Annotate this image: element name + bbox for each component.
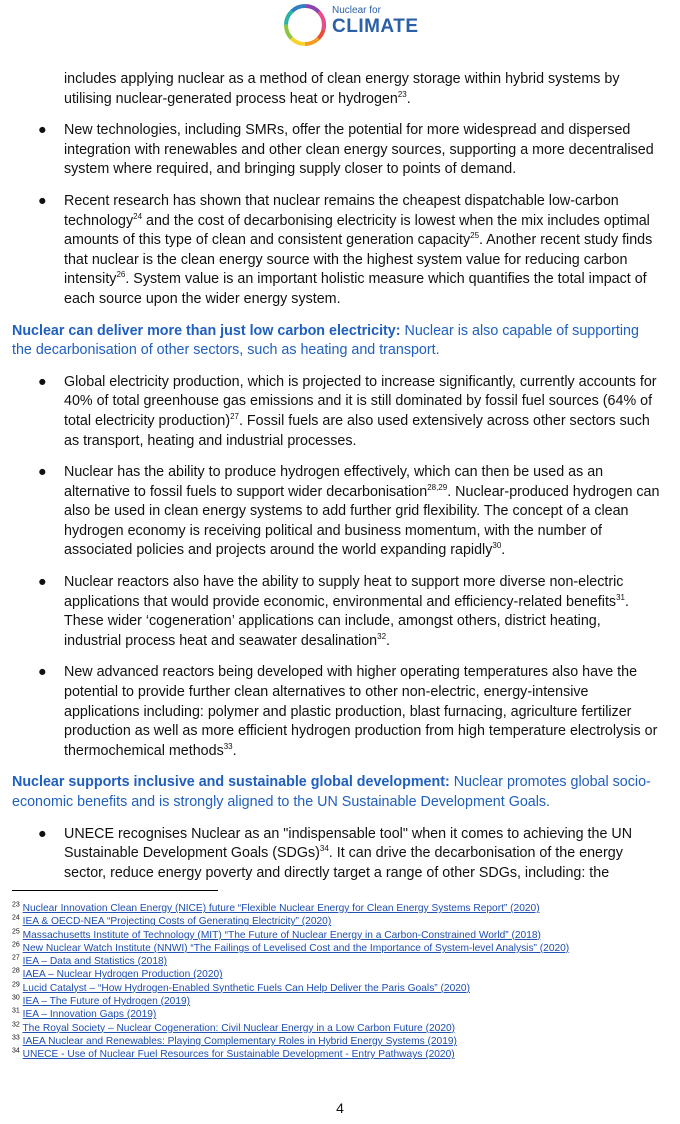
bullet-list-decarbonisation — [12, 373, 660, 762]
logo-ring-icon — [282, 2, 328, 48]
footnote-ref: 30 — [492, 541, 502, 551]
footnote-link[interactable]: UNECE - Use of Nuclear Fuel Resources for Sustainable Development - Entry Pathways (2020) — [22, 1049, 455, 1061]
footnote-number: 24 — [12, 914, 20, 922]
footnote-link[interactable]: IEA – The Future of Hydrogen (2019) — [22, 996, 191, 1008]
footnotes — [12, 902, 662, 1062]
heading-body: Nuclear is also capable of supporting the decarbonisation of other sectors, such as heating and transport. — [12, 322, 639, 359]
bullet-item: ● UNECE recognises Nuclear as an "indispensable tool" when it comes to achieving the UN Sustainable Development Goals (SDGs)$^{34}$. It can drive the decarbonisation of the energy sector, reduce energy poverty and directly target a range of other SDGs, including: the — [38, 825, 633, 881]
section-heading-sustainable-development — [12, 773, 660, 812]
bullet-marker: ● — [38, 664, 47, 681]
footnote-ref: 25 — [470, 231, 480, 241]
footnote-number: 30 — [12, 994, 20, 1002]
footnote-link[interactable]: IAEA – Nuclear Hydrogen Production (2020) — [22, 969, 223, 981]
footnote-ref: 27 — [230, 412, 239, 422]
footnote-item — [12, 915, 662, 928]
footnote-number: 33 — [12, 1034, 20, 1042]
bullet-marker: ● — [38, 464, 47, 481]
footnote-link[interactable]: IEA & OECD-NEA “Projecting Costs of Generating Electricity” (2020) — [22, 916, 332, 928]
footnote-ref: 23 — [397, 89, 407, 99]
footnote-ref: 28,29 — [427, 482, 448, 492]
footnote-ref: 32 — [377, 632, 387, 642]
footnote-link[interactable]: Lucid Catalyst – “How Hydrogen-Enabled Synthetic Fuels Can Help Deliver the Paris Goals” (2020) — [22, 982, 470, 994]
footnote-separator — [12, 890, 218, 891]
bullet-marker: ● — [38, 192, 47, 209]
logo-line-2: CLIMATE — [332, 16, 419, 37]
footnote-number: 27 — [12, 954, 20, 962]
footnote-item — [12, 1008, 662, 1021]
bullet-item: ● New advanced reactors being developed with higher operating temperatures also have the potential to provide further clean alternatives to other non-electric, energy-intensive applications including: polymer and plastic production, blast furnacing, agriculture fertilizer production as well as more efficient hydrogen production from high temperature electrolysis or thermochemical methods$^{33}$. — [38, 664, 658, 759]
footnote-item — [12, 968, 662, 981]
heading-bold-lead: Nuclear can deliver more than just low carbon electricity: — [12, 322, 401, 339]
footnote-item — [12, 1035, 662, 1048]
footnote-link[interactable]: IEA – Data and Statistics (2018) — [22, 956, 168, 968]
footnote-number: 32 — [12, 1021, 20, 1029]
footnote-ref: 24 — [133, 211, 143, 221]
footnote-link[interactable]: The Royal Society – Nuclear Cogeneration: Civil Nuclear Energy in a Low Carbon Future (2020) — [22, 1022, 456, 1034]
footnote-item — [12, 995, 662, 1008]
heading-bold-lead: Nuclear supports inclusive and sustainable global development: — [12, 774, 450, 791]
section-heading-low-carbon — [12, 322, 660, 361]
footnote-ref: 33 — [223, 742, 233, 752]
footnote-ref: 34 — [319, 844, 329, 854]
nuclear-for-climate-logo — [282, 2, 419, 50]
footnote-ref: 26 — [116, 270, 126, 280]
footnote-number: 23 — [12, 901, 20, 909]
bullet-marker: ● — [38, 373, 47, 390]
logo-text — [332, 6, 419, 36]
continued-bullet-text: includes applying nuclear as a method of clean energy storage within hybrid systems by utilising nuclear-generated process heat or hydrogen$^{23}$. — [64, 71, 620, 107]
footnote-number: 29 — [12, 981, 20, 989]
footnote-number: 31 — [12, 1007, 20, 1015]
bullet-marker: ● — [38, 825, 47, 842]
footnote-item — [12, 1022, 662, 1035]
footnote-item — [12, 929, 662, 942]
footnote-item — [12, 982, 662, 995]
footnote-item — [12, 902, 662, 915]
footnote-ref: 31 — [616, 592, 625, 602]
bullet-list-sdgs — [12, 825, 660, 884]
footnote-link[interactable]: IEA – Innovation Gaps (2019) — [22, 1009, 157, 1021]
footnote-item — [12, 955, 662, 968]
bullet-list-flexibility — [12, 121, 660, 309]
page-number: 4 — [336, 1100, 344, 1116]
footnote-number: 26 — [12, 941, 20, 949]
footnote-link[interactable]: IAEA Nuclear and Renewables: Playing Complementary Roles in Hybrid Energy Systems (2019) — [22, 1035, 457, 1047]
footnote-link[interactable]: New Nuclear Watch Institute (NNWI) “The Failings of Levelised Cost and the Importance of System-level Analysis” (2020) — [22, 942, 570, 954]
footnote-number: 28 — [12, 968, 20, 976]
footnote-number: 34 — [12, 1047, 20, 1055]
bullet-marker: ● — [38, 574, 47, 591]
footnote-link[interactable]: Nuclear Innovation Clean Energy (NICE) future “Flexible Nuclear Energy for Clean Energy Systems Report” (2020) — [22, 903, 540, 914]
footnote-item — [12, 942, 662, 955]
footnote-link[interactable]: Massachusetts Institute of Technology (MIT) “The Future of Nuclear Energy in a Carbon-Constrained World” (2018) — [22, 929, 541, 941]
heading-body: Nuclear promotes global socio-economic benefits and is strongly aligned to the UN Sustainable Development Goals. — [12, 774, 651, 810]
footnote-number: 25 — [12, 928, 20, 936]
body-text — [12, 70, 660, 895]
logo-line-1: Nuclear for — [332, 5, 381, 16]
bullet-item: ● Nuclear reactors also have the ability to supply heat to support more diverse non-electric applications that would provide economic, environmental and efficiency-related benefits$^{31}$. These wider ‘cogeneration’ applications can include, amongst others, district heating, industrial process heat and seawater desalination$^{32}$. — [38, 574, 629, 649]
bullet-item: ● Nuclear has the ability to produce hydrogen effectively, which can then be used as an alternative to fossil fuels to support wider decarbonisation$^{28,29}$. Nuclear-produced hydrogen can also be used in clean energy systems to add further grid flexibility. The concept of a clean hydrogen economy is receiving political and business momentum, with the number of associated policies and projects around the world expanding rapidly$^{30}$. — [38, 464, 660, 559]
bullet-item: ● Recent research has shown that nuclear remains the cheapest dispatchable low-carbon technology$^{24}$ and the cost of decarbonising electricity is lowest when the mix includes optimal amounts of this type of clean and consistent generation capacity$^{25}$. Another recent study finds that nuclear is the clean energy source with the highest system value for reducing carbon intensity$^{26}$. System value is an important holistic measure which quantifies the total impact of each source upon the wider energy system. — [38, 192, 653, 307]
footnote-item — [12, 1048, 662, 1061]
bullet-marker: ● — [38, 122, 47, 139]
bullet-item: ● Global electricity production, which is projected to increase significantly, currently accounts for 40% of total greenhouse gas emissions and it is still dominated by fossil fuel sources (64% of total electricity production)$^{27}$. Fossil fuels are also used extensively across other sectors such as transport, heating and industrial processes. — [38, 373, 657, 449]
bullet-item: ● New technologies, including SMRs, offer the potential for more widespread and dispersed integration with renewables and other clean energy sources, supporting a more decentralised system where required, and bringing supply closer to points of demand. — [38, 122, 654, 178]
